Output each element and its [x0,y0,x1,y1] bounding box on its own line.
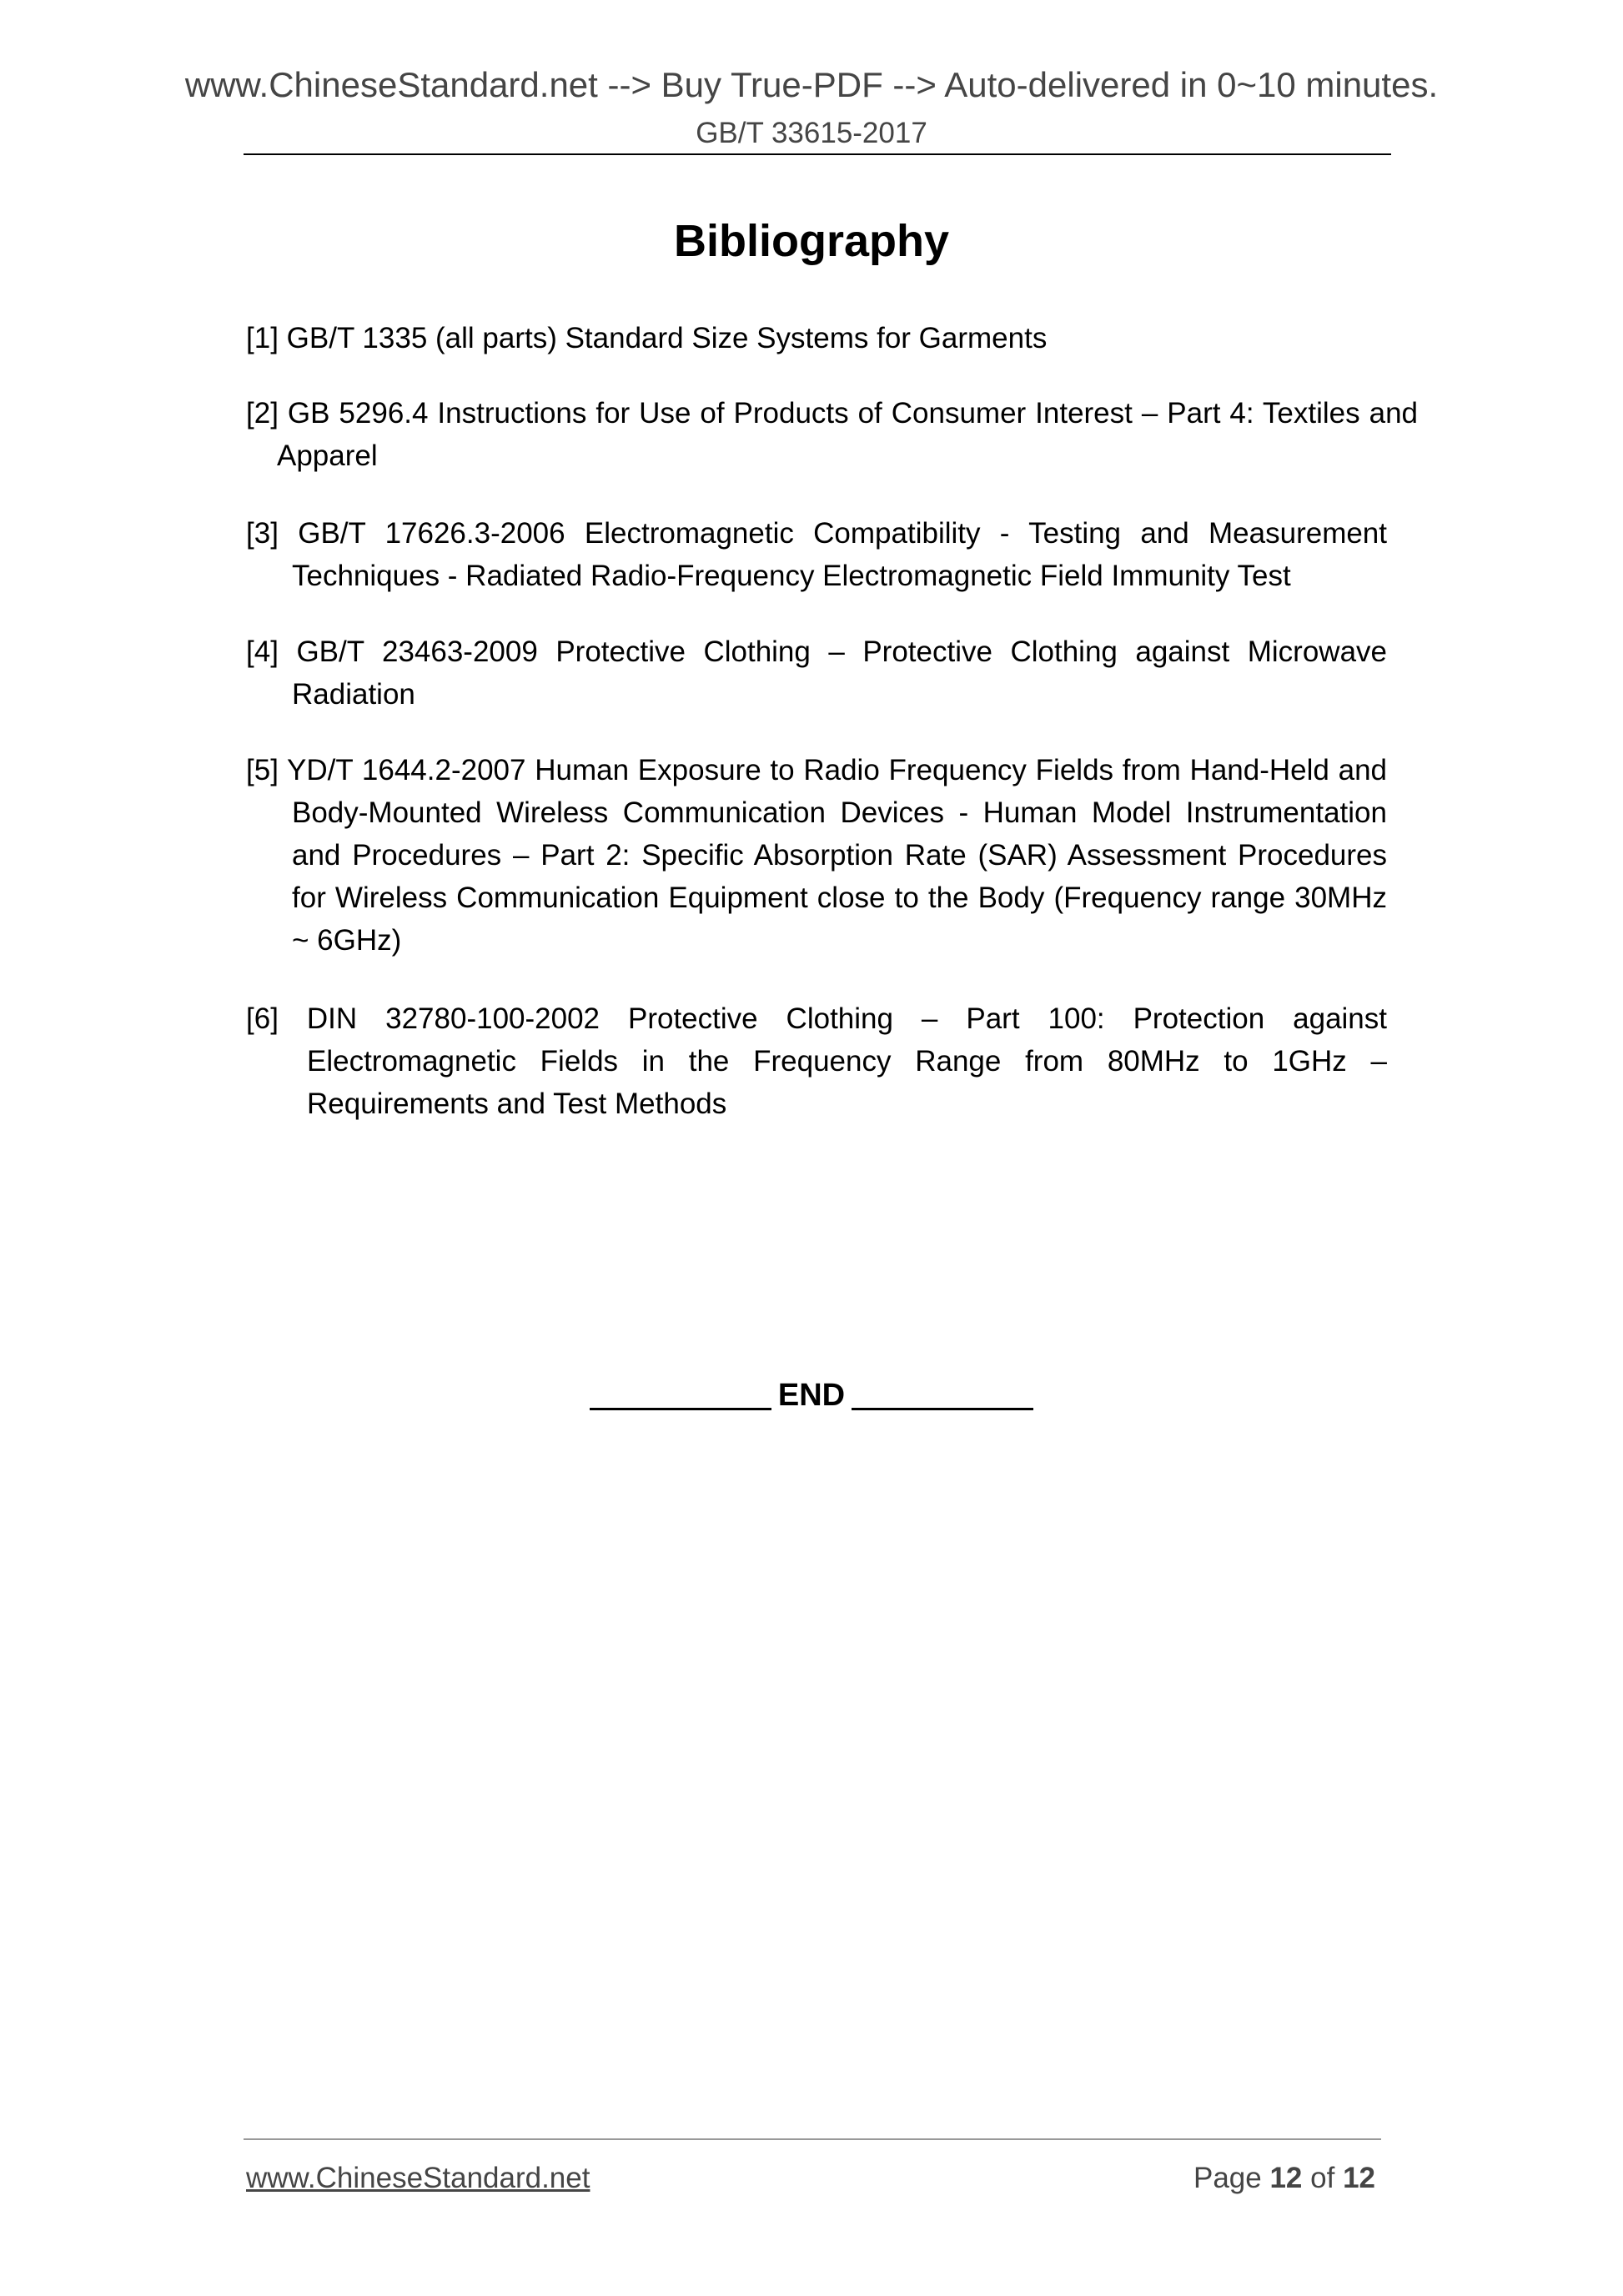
reference-number: [3] [246,517,279,550]
end-marker [0,1378,1623,1414]
footer-rule [244,2138,1381,2140]
page-label: Page [1193,2162,1262,2194]
reference-3 [246,512,1387,597]
page-indicator [1193,2162,1375,2195]
header-rule [244,153,1391,155]
end-text: END [777,1378,846,1413]
end-line-left [590,1408,771,1410]
reference-number: [4] [246,636,279,668]
reference-6 [246,997,1387,1125]
reference-1 [246,317,1387,359]
reference-text: DIN 32780-100-2002 Protective Clothing – Part 100: Protection against Electromagnetic Fields in the Frequency Range from 80MHz to 1GHz – Requirements and Test Methods [306,1002,1387,1120]
end-line-right [852,1408,1033,1410]
reference-number: [2] [246,397,279,430]
reference-text: GB/T 23463-2009 Protective Clothing – Protective Clothing against Microwave Radiation [292,636,1388,711]
header-banner: www.ChineseStandard.net --> Buy True-PDF --> Auto-delivered in 0~10 minutes. [184,65,1439,104]
reference-text: GB 5296.4 Instructions for Use of Products of Consumer Interest – Part 4: Textiles and Apparel [277,397,1418,472]
reference-text: GB/T 17626.3-2006 Electromagnetic Compatibility - Testing and Measurement Techniques - Radiated Radio-Frequency Electromagnetic Field Immunity Test [292,517,1387,592]
reference-2 [246,392,1418,477]
reference-number: [5] [246,754,279,786]
reference-text: GB/T 1335 (all parts) Standard Size Systems for Garments [286,322,1048,354]
reference-5 [246,749,1387,962]
footer-website-link[interactable]: www.ChineseStandard.net [246,2162,590,2194]
reference-4 [246,631,1387,716]
reference-text: YD/T 1644.2-2007 Human Exposure to Radio Frequency Fields from Hand-Held and Body-Mounted Wireless Communication Devices - Human Model Instrumentation and Procedures – Part 2: Specific Absorption Rate (SAR) Assessment Procedures for Wireless Communication Equipment close to the Body (Frequency range 30MHz ~ 6GHz) [287,754,1387,957]
standard-number: GB/T 33615-2017 [696,117,927,149]
page-total: 12 [1343,2162,1375,2194]
page-title: Bibliography [673,216,949,266]
reference-number: [6] [246,1002,279,1035]
page-current: 12 [1269,2162,1303,2194]
reference-number: [1] [246,322,279,354]
of-label: of [1310,2162,1335,2194]
